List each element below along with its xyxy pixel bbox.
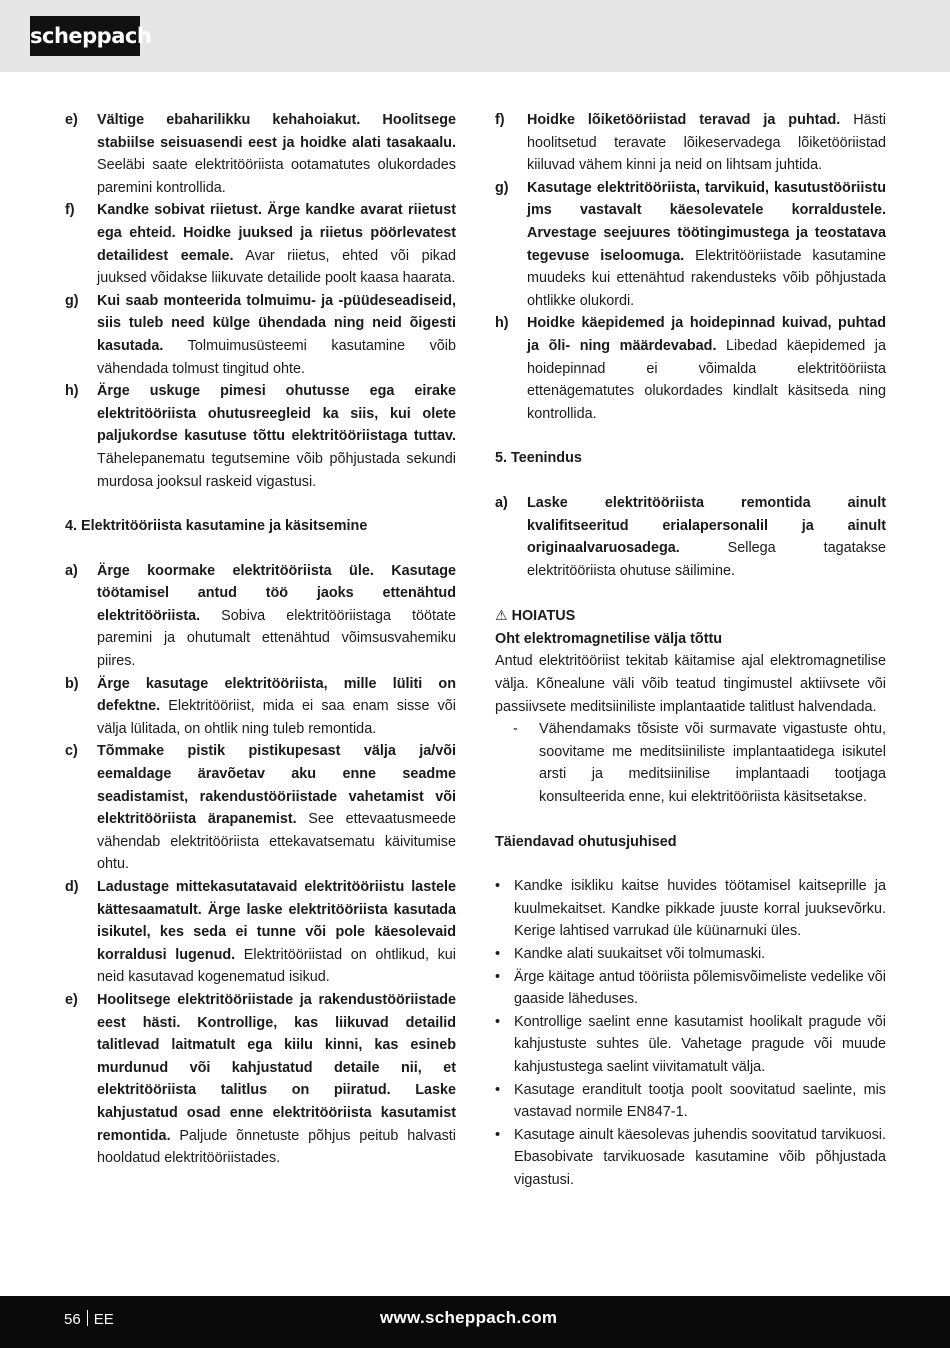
item-marker: d) xyxy=(65,879,79,895)
item-text xyxy=(97,560,456,673)
item-regular-text: Hästi hoolitsetud teravate lõikeservadega lõiketööriistad kiiluvad vähem kinni ja neid on lihtsam juhtida. xyxy=(527,112,886,174)
left-column xyxy=(65,109,456,1170)
section-4-heading: 4. Elektritööriista kasutamine ja käsitsemine xyxy=(65,518,368,535)
item-text xyxy=(97,380,456,493)
bullet-list xyxy=(495,875,886,1191)
item-bold-text: Kandke sobivat riietust. Ärge kandke avarat riietust ega ehteid. Hoidke juuksed ja riietus pöörlevatest detailidest eemale. xyxy=(97,202,456,264)
bullet-text: Kasutage ainult käesolevas juhendis soovitatud tarvikuosi. Ebasobivate tarvikuosade kasutamine võib põhjustada vigastusi. xyxy=(514,1126,886,1188)
item-bold-text: Ärge koormake elektritööriista üle. Kasutage töötamisel antud töö jaoks ettenähtud elektritööriista. xyxy=(97,562,456,624)
bullet-icon: • xyxy=(495,946,501,962)
item-bold-text: Kui saab monteerida tolmuimu- ja -püüdeseadiseid, siis tuleb need külge ühendada ning neid õigesti kasutada. xyxy=(97,292,456,354)
list-item xyxy=(495,312,886,425)
left-list-b xyxy=(65,560,456,1170)
right-list-b xyxy=(495,492,886,582)
item-bold-text: Ärge uskuge pimesi ohutusse ega eirake elektritööriista ohutusreegleid ka siis, kui olete paljukordse kasutuse tõttu elektritööriistaga tuttav. xyxy=(97,383,456,445)
scheppach-logo: scheppach xyxy=(30,16,140,56)
item-text xyxy=(97,740,456,876)
item-text xyxy=(527,492,886,582)
section-5-heading: 5. Teenindus xyxy=(495,450,582,467)
item-bold-text: Hoidke käepidemed ja hoidepinnad kuivad, puhtad ja õli- ning määrdevabad. xyxy=(527,315,886,354)
list-item xyxy=(65,380,456,493)
right-column xyxy=(495,109,886,1192)
item-bold-text: Tõmmake pistik pistikupesast välja ja/või eemaldage äravõetav aku enne seadme seadistamist, rakendustööriistade vahetamist või elektritööriista ärapanemist. xyxy=(97,743,456,828)
bullet-item xyxy=(495,966,886,1011)
list-item xyxy=(65,290,456,380)
bullet-text: Kasutage eranditult tootja poolt soovitatud saelinte, mis vastavad normile EN847-1. xyxy=(514,1081,886,1121)
item-text xyxy=(97,199,456,289)
warning-text: Antud elektritööriist tekitab käitamise ajal elektromagnetilise välja. Kõnealune väli võib teatud tingimustel aktiivsete või passiivsete meditsiiniliste implantaatide talitlust halvendada. xyxy=(495,653,886,715)
list-item xyxy=(65,560,456,673)
header-band xyxy=(0,0,950,72)
bullet-text: Ärge käitage antud tööriista põlemisvõimeliste vedelike või gaaside läheduses. xyxy=(514,968,886,1008)
warning-dash-item xyxy=(495,718,886,808)
item-marker: c) xyxy=(65,743,78,760)
item-regular-text: Elektritööriistad on ohtlikud, kui neid kasutavad kogenematud isikud. xyxy=(97,946,456,986)
item-text xyxy=(97,109,456,199)
list-item xyxy=(65,109,456,199)
warning-triangle-icon: ⚠ xyxy=(495,607,508,624)
item-marker: a) xyxy=(65,562,78,579)
item-marker: g) xyxy=(65,292,79,309)
item-marker: f) xyxy=(65,202,75,219)
item-bold-text: Hoolitsege elektritööriistade ja rakendustööriistade eest hästi. Kontrollige, kas liikuvad detailid talitlevad laitmatult ega kiilu kinni, kas esineb murdunud või kahjustatud detaile nii, et elektritööriista talitlus on piiratud. Laske kahjustatud osad enne elektritööriista kasutamist remontida. xyxy=(97,991,456,1144)
item-bold-text: Ladustage mittekasutatavaid elektritööriistu lastele kättesaamatult. Ärge laske elektritööriista kasutada isikutel, kes seda ei tunne või pole käesolevaid korraldusi lugenud. xyxy=(97,879,456,963)
item-bold-text: Kasutage elektritööriista, tarvikuid, kasutustööriistu jms vastavalt käesolevatele korraldustele. Arvestage seejuures töötingimustega ja teostatava tegevuse iseloomuga. xyxy=(527,179,886,264)
item-regular-text: Elektritööriistade kasutamine muudeks kui ettenähtud rakendusteks võib põhjustada ohtlikke olukordi. xyxy=(527,247,886,309)
dash-text: Vähendamaks tõsiste või surmavate vigastuste ohtu, soovitame me meditsiiniliste implantaatidega isikutel arsti ja meditsiinilise implantaadi tootjaga konsulteerida enne, kui elektritööriista käsitsetakse. xyxy=(539,721,886,806)
item-regular-text: Elektritööriist, mida ei saa enam sisse või välja lülitada, on ohtlik ning tuleb remontida. xyxy=(97,698,456,737)
item-text xyxy=(97,290,456,380)
list-item xyxy=(495,492,886,582)
list-item xyxy=(65,989,456,1170)
website-url[interactable]: www.scheppach.com xyxy=(380,1308,558,1327)
item-marker: g) xyxy=(495,179,509,196)
bullet-text: Kandke alati suukaitset või tolmumaski. xyxy=(514,946,766,962)
item-regular-text: Tolmuimusüsteemi kasutamine võib vähendada tolmust tingitud ohte. xyxy=(97,337,456,377)
bullet-item xyxy=(495,943,886,966)
page-number: 56 xyxy=(64,1311,81,1328)
item-regular-text: Paljude õnnetuste põhjus peitub halvasti hooldatud elektritööriistades. xyxy=(97,1127,456,1167)
bullet-item xyxy=(495,1124,886,1192)
item-marker: a) xyxy=(495,494,508,511)
item-marker: h) xyxy=(65,383,79,400)
list-item xyxy=(495,109,886,177)
bullet-icon: • xyxy=(495,968,501,985)
item-marker: e) xyxy=(65,991,78,1008)
bullet-item xyxy=(495,1011,886,1079)
item-text xyxy=(97,989,456,1170)
bullet-text: Kontrollige saelint enne kasutamist hoolikalt pragude või kahjustuste suhtes üle. Vahetage pragude või muude kahjustustega saelint viivitamatult välja. xyxy=(514,1013,886,1075)
bullet-item xyxy=(495,875,886,943)
item-text xyxy=(527,312,886,425)
warning-subtitle: Oht elektromagnetilise välja tõttu xyxy=(495,630,723,647)
left-list-a xyxy=(65,109,456,493)
item-regular-text: Libedad käepidemed ja hoidepinnad ei võimalda elektritööriista ettenägematutes olukordades kindlalt käsitseda ning kontrollida. xyxy=(527,337,886,422)
item-regular-text: Tähelepanematu tegutsemine võib põhjustada sekundi murdosa jooksul raskeid vigastusi. xyxy=(97,450,456,490)
bullet-icon: • xyxy=(495,1126,501,1143)
list-item xyxy=(65,673,456,741)
item-regular-text: See ettevaatusmeede vähendab elektritööriista ettekavatsematu käivitumise ohtu. xyxy=(97,811,456,873)
bullet-icon: • xyxy=(495,878,501,895)
page-indicator xyxy=(64,1310,114,1328)
dash-marker: - xyxy=(513,721,518,738)
item-text xyxy=(97,673,456,741)
item-regular-text: Sellega tagatakse elektritööriista ohutuse säilimine. xyxy=(527,540,886,579)
item-text xyxy=(527,177,886,313)
list-item xyxy=(65,740,456,876)
item-regular-text: Avar riietus, ehted või pikad juuksed võidakse liikuvate detailide poolt kaasa haarata. xyxy=(97,247,456,287)
item-marker: f) xyxy=(495,112,505,128)
language-code: EE xyxy=(93,1311,114,1328)
extra-safety-heading: Täiendavad ohutusjuhised xyxy=(495,833,677,850)
warning-heading xyxy=(495,604,886,628)
item-marker: b) xyxy=(65,675,79,692)
item-marker: e) xyxy=(65,112,78,128)
bullet-icon: • xyxy=(495,1081,501,1098)
bullet-text: Kandke isikliku kaitse huvides töötamisel kaitseprille ja kuulmekaitset. Kandke pikkade juuste korral juuksevõrku. Kerige lahtised varrukad üle küünarnuki üles. xyxy=(514,878,886,940)
item-bold-text: Laske elektritööriista remontida ainult kvalifitseeritud erialapersonalil ja ainult originaalvaruosadega. xyxy=(527,494,886,557)
item-regular-text: Seeläbi saate elektritööriista ootamatutes olukordades paremini kontrollida. xyxy=(97,157,456,196)
item-bold-text: Ärge kasutage elektritööriista, mille lüliti on defektne. xyxy=(97,675,456,715)
item-text xyxy=(527,109,886,177)
bullet-item xyxy=(495,1079,886,1124)
warning-title: HOIATUS xyxy=(511,608,576,625)
bullet-icon: • xyxy=(495,1013,501,1030)
item-bold-text: Vältige ebaharilikku kehahoiakut. Hoolitsege stabiilse seisuasendi eest ja hoidke alati tasakaalu. xyxy=(97,112,456,151)
right-list-a xyxy=(495,109,886,425)
item-bold-text: Hoidke lõiketööriistad teravad ja puhtad. xyxy=(527,112,841,128)
item-text xyxy=(97,876,456,989)
item-regular-text: Sobiva elektritööriistaga töötate paremini ja ohutumalt ettenähtud võimsusvahemiku piires. xyxy=(97,607,456,670)
footer-band xyxy=(0,1296,950,1348)
list-item xyxy=(65,876,456,989)
list-item xyxy=(65,199,456,289)
item-marker: h) xyxy=(495,315,509,332)
list-item xyxy=(495,177,886,313)
